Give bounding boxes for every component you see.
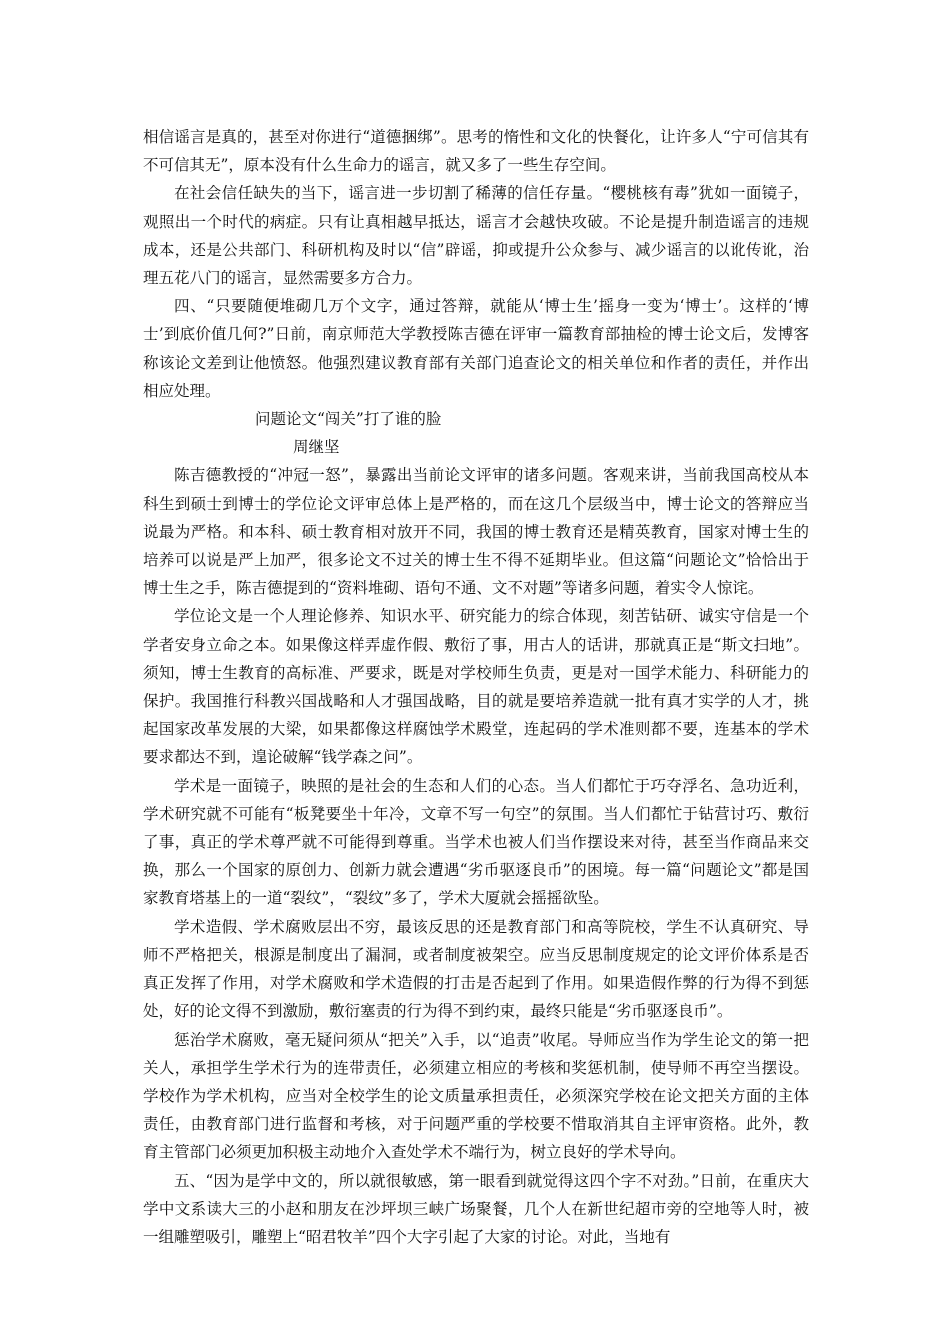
article-title: 问题论文“闯关”打了谁的脸 — [255, 410, 442, 429]
document-page — [143, 123, 809, 1251]
article-author: 周继坚 — [293, 438, 340, 457]
paragraph-4: 陈吉德教授的“冲冠一怒”，暴露出当前论文评审的诸多问题。客观来讲，当前我国高校从本科生到硕士到博士的学位论文评审总体上是严格的，而在这几个层级当中，博士论文的答辩应当说最为严格。和本科、硕士教育相对放开不同，我国的博士教育还是精英教育，国家对博士生的培养可以说是严上加严，很多论文不过关的博士生不得不延期毕业。但这篇“问题论文”恰恰出于博士生之手，陈吉德提到的“资料堆砌、语句不通、文不对题”等诸多问题，着实令人惊诧。 — [143, 466, 809, 598]
paragraph-7: 学术造假、学术腐败层出不穷，最该反思的还是教育部门和高等院校，学生不认真研究、导师不严格把关，根源是制度出了漏洞，或者制度被架空。应当反思制度规定的论文评价体系是否真正发挥了作用，对学术腐败和学术造假的打击是否起到了作用。如果造假作弊的行为得不到惩处，好的论文得不到激励，敷衍塞责的行为得不到约束，最终只能是“劣币驱逐良币”。 — [143, 917, 809, 1021]
paragraph-9: 五、“因为是学中文的，所以就很敏感，第一眼看到就觉得这四个字不对劲。”日前，在重庆大学中文系读大三的小赵和朋友在沙坪坝三峡广场聚餐，几个人在新世纪超市旁的空地等人时，被一组雕塑吸引，雕塑上“昭君牧羊”四个大字引起了大家的讨论。对此，当地有 — [143, 1171, 809, 1246]
paragraph-3: 四、“只要随便堆砌几万个文字，通过答辩，就能从‘博士生’摇身一变为‘博士’。这样的‘博士’到底价值几何?”日前，南京师范大学教授陈吉德在评审一篇教育部抽检的博士论文后，发博客称该论文差到让他愤怒。他强烈建议教育部有关部门追查论文的相关单位和作者的责任，并作出相应处理。 — [143, 297, 809, 400]
paragraph-5: 学位论文是一个人理论修养、知识水平、研究能力的综合体现，刻苦钻研、诚实守信是一个学者安身立命之本。如果像这样弄虚作假、敷衍了事，用古人的话讲，那就真正是“斯文扫地”。须知，博士生教育的高标准、严要求，既是对学校师生负责，更是对一国学术能力、科研能力的保护。我国推行科教兴国战略和人才强国战略，目的就是要培养造就一批有真才实学的人才，挑起国家改革发展的大梁，如果都像这样腐蚀学术殿堂，连起码的学术准则都不要，连基本的学术要求都达不到，遑论破解“钱学森之问”。 — [143, 607, 809, 767]
paragraph-8: 惩治学术腐败，毫无疑问须从“把关”入手，以“追责”收尾。导师应当作为学生论文的第一把关人，承担学生学术行为的连带责任，必须建立相应的考核和奖惩机制，使导师不再空当摆设。学校作为学术机构，应当对全校学生的论文质量承担责任，必须深究学校在论文把关方面的主体责任，由教育部门进行监督和考核，对于问题严重的学校要不惜取消其自主评审资格。此外，教育主管部门必须更加积极主动地介入查处学术不端行为，树立良好的学术导向。 — [143, 1030, 809, 1162]
paragraph-2: 在社会信任缺失的当下，谣言进一步切割了稀薄的信任存量。“樱桃核有毒”犹如一面镜子，观照出一个时代的病症。只有让真相越早抵达，谣言才会越快攻破。不论是提升制造谣言的违规成本，还是公共部门、科研机构及时以“信”辟谣，抑或提升公众参与、减少谣言的以讹传讹，治理五花八门的谣言，显然需要多方合力。 — [143, 184, 809, 288]
paragraph-6: 学术是一面镜子，映照的是社会的生态和人们的心态。当人们都忙于巧夺浮名、急功近利，学术研究就不可能有“板凳要坐十年冷，文章不写一句空”的氛围。当人们都忙于钻营讨巧、敷衍了事，真正的学术尊严就不可能得到尊重。当学术也被人们当作摆设来对待，甚至当作商品来交换，那么一个国家的原创力、创新力就会遭遇“劣币驱逐良币”的困境。每一篇“问题论文”都是国家教育塔基上的一道“裂纹”，“裂纹”多了，学术大厦就会摇摇欲坠。 — [143, 776, 809, 908]
paragraph-1: 相信谣言是真的，甚至对你进行“道德捆绑”。思考的惰性和文化的快餐化，让许多人“宁可信其有不可信其无”，原本没有什么生命力的谣言，就又多了一些生存空间。 — [143, 128, 809, 175]
